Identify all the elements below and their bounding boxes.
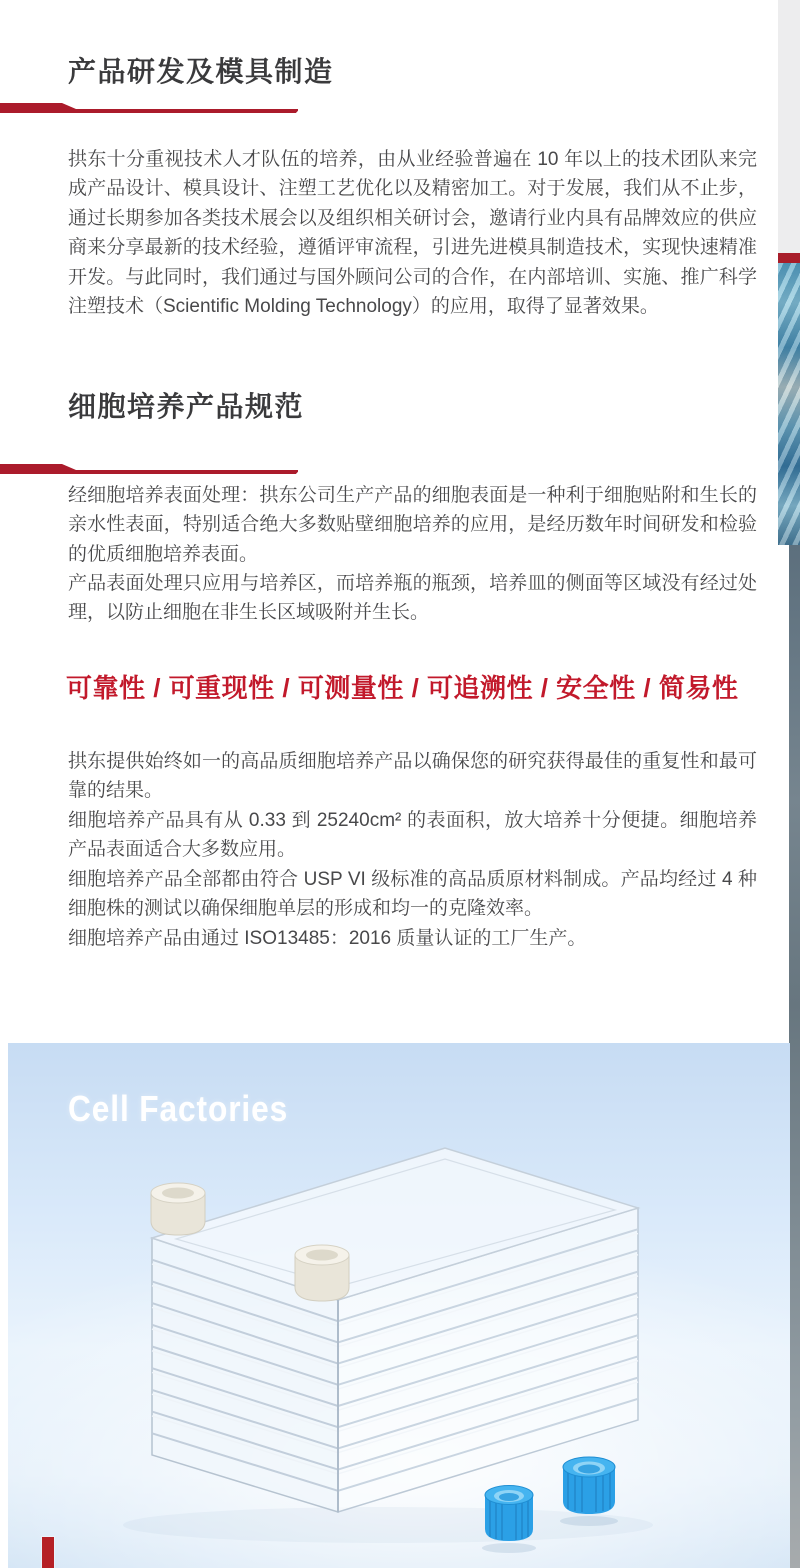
paragraph-consistency: 拱东提供始终如一的高品质细胞培养产品以确保您的研究获得最佳的重复性和最可靠的结果。	[68, 751, 757, 802]
paragraph-surface-area-range: 细胞培养产品具有从 0.33 到 25240cm² 的表面积，放大培养十分便捷。细胞培养产品表面适合大多数应用。	[68, 810, 757, 861]
white-cap-icon	[295, 1245, 349, 1301]
banner-title: Cell Factories	[68, 1088, 289, 1129]
cell-factories-banner	[8, 1043, 790, 1568]
side-strip-water-photo	[778, 263, 800, 545]
blue-cap-icon	[482, 1486, 536, 1554]
side-strip-gray	[778, 0, 800, 253]
paragraph-product-rd: 拱东十分重视技术人才队伍的培养，由从业经验普遍在 10 年以上的技术团队来完成产品设计、模具设计、注塑工艺优化以及精密加工。对于发展，我们从不止步，通过长期参加各类技术展会以及组织相关研讨会，邀请行业内具有品牌效应的供应商来分享最新的技术经验，遵循评审流程，引进先进模具制造技术，实现快速精准开发。与此同时，我们通过与国外顾问公司的合作，在内部培训、实施、推广科学注塑技术（Scientific Molding Technology）的应用，取得了显著效果。	[68, 149, 757, 318]
side-strip-red	[778, 253, 800, 263]
white-cap-icon	[151, 1183, 205, 1235]
paragraph-surface-treatment: 经细胞培养表面处理：拱东公司生产产品的细胞表面是一种利于细胞贴附和生长的亲水性表面，特别适合绝大多数贴壁细胞培养的应用，是经历数年时间研发和检验的优质细胞培养表面。	[68, 485, 757, 565]
section-title-product-rd: 产品研发及模具制造	[68, 56, 334, 87]
section-title-cell-culture-spec: 细胞培养产品规范	[68, 391, 305, 422]
heading-underline	[0, 103, 298, 113]
cell-factory-product-image	[8, 1043, 790, 1568]
paragraph-surface-areas: 产品表面处理只应用与培养区，而培养瓶的瓶颈，培养皿的侧面等区域没有经过处理，以防止细胞在非生长区域吸附并生长。	[68, 573, 757, 624]
features-heading: 可靠性 / 可重现性 / 可测量性 / 可追溯性 / 安全性 / 简易性	[66, 673, 739, 703]
side-strip-slate	[789, 545, 800, 1568]
red-accent-bar	[42, 1537, 54, 1568]
paragraph-iso-certified: 细胞培养产品由通过 ISO13485：2016 质量认证的工厂生产。	[68, 928, 587, 949]
paragraph-usp-material: 细胞培养产品全部都由符合 USP VI 级标准的高品质原材料制成。产品均经过 4 种细胞株的测试以确保细胞单层的形成和均一的克隆效率。	[68, 869, 757, 920]
heading-underline	[0, 464, 298, 474]
